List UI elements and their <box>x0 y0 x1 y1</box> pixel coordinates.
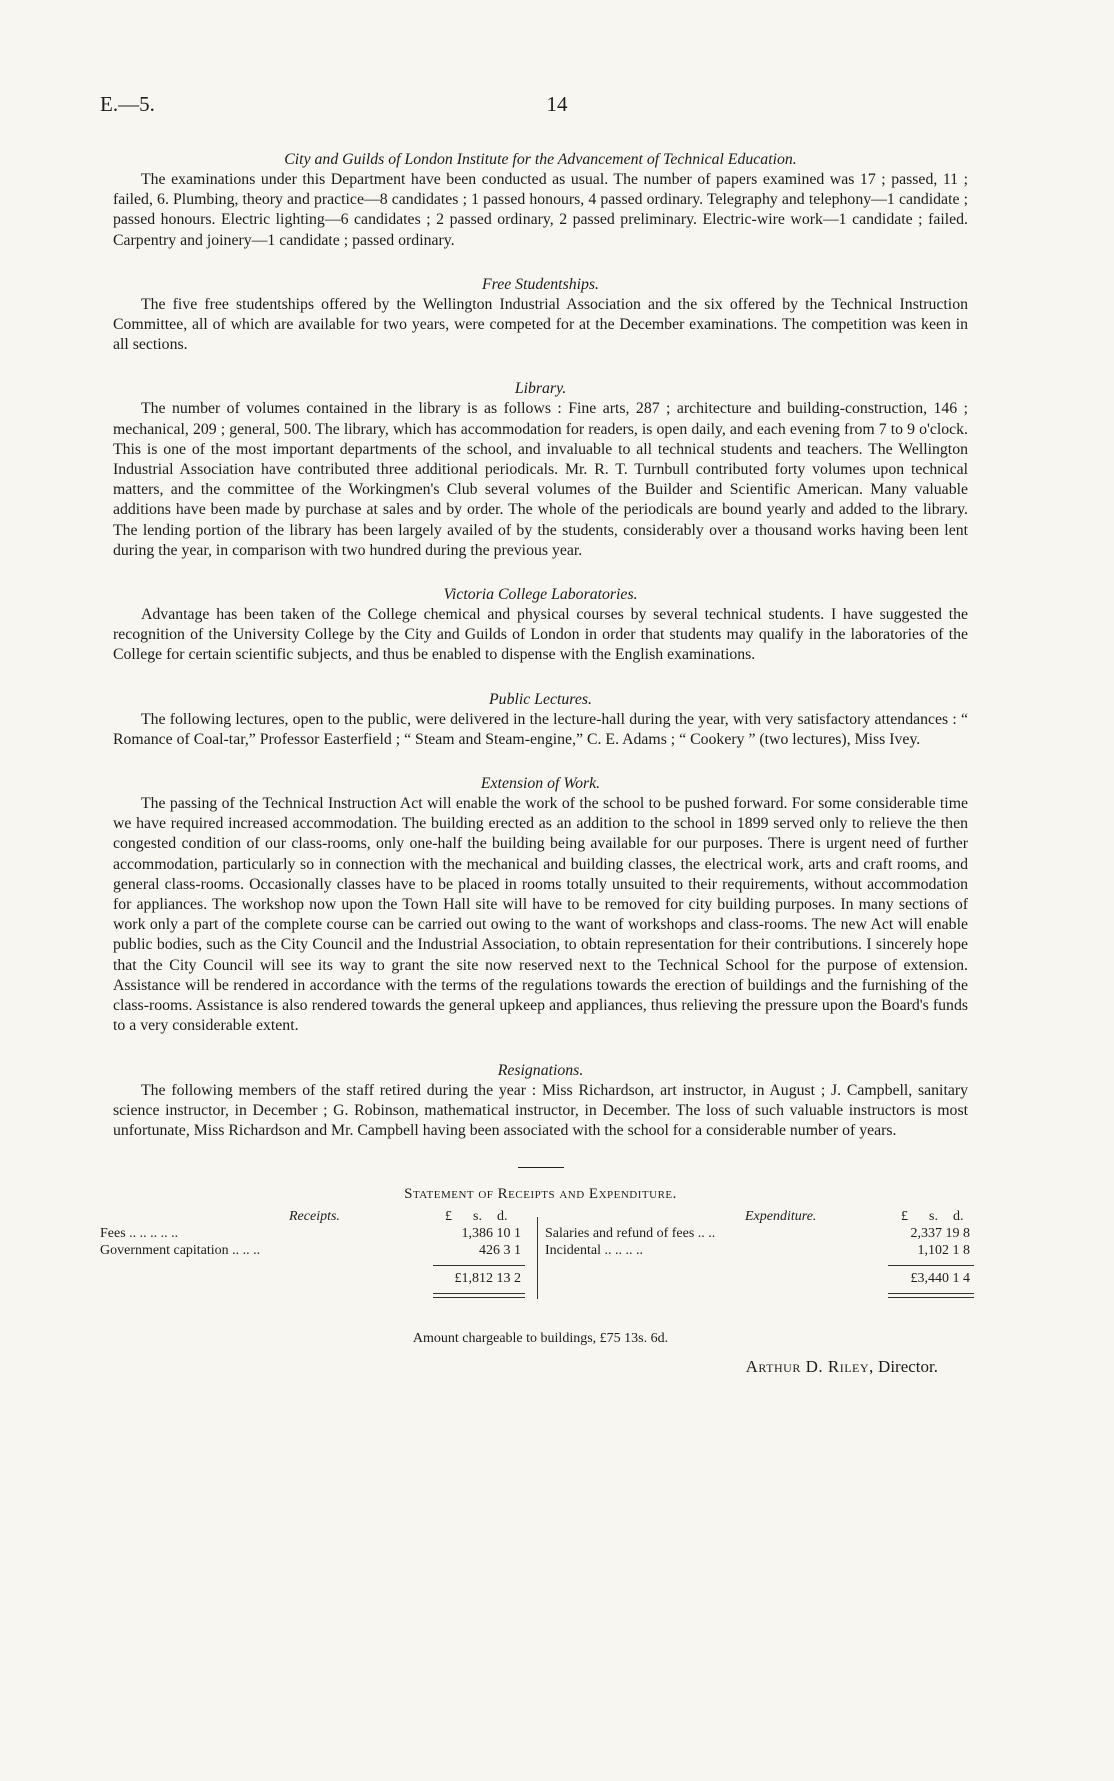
section-paragraph: The five free studentships offered by the Wellington Industrial Association and the six offered by the Technical Instruction Committee, all of which are available for two years, were competed for at the December examinations. The competition was keen in all sections. <box>113 295 968 354</box>
expenditure-heading: Expenditure. <box>745 1209 817 1225</box>
expenditure-total-underline <box>888 1293 974 1298</box>
receipts-heading: Receipts. <box>289 1209 340 1225</box>
section-victoria-college <box>113 585 968 666</box>
receipt-row-amount: 1,386 10 1 <box>461 1226 521 1242</box>
page-number: 14 <box>546 92 568 116</box>
expenditure-sum-line <box>888 1265 974 1266</box>
expenditure-row-label: Incidental .. .. .. .. <box>545 1243 643 1259</box>
section-library <box>113 379 968 561</box>
receipt-row-label: Government capitation .. .. .. <box>100 1243 261 1259</box>
section-heading: Victoria College Laboratories. <box>443 586 638 604</box>
section-paragraph: The following lectures, open to the public, were delivered in the lecture-hall during the year, with very satisfactory attendances : “ Romance of Coal-tar,” Professor Easterfield ; “ Steam and Steam-engine,” C. E. Adams ; “ Cookery ” (two lectures), Miss Ivey. <box>113 710 968 748</box>
pounds-head: £ <box>445 1209 452 1225</box>
document-body <box>100 150 970 1377</box>
section-resignations <box>113 1061 968 1142</box>
pence-head: d. <box>497 1209 508 1225</box>
receipt-row-label: Fees .. .. .. .. .. <box>100 1226 179 1242</box>
signature-block <box>113 1357 968 1377</box>
amount-chargeable: Amount chargeable to buildings, £75 13s. 6d. <box>412 1331 669 1347</box>
section-public-lectures <box>113 690 968 750</box>
section-paragraph: The passing of the Technical Instruction Act will enable the work of the school to be pushed forward. For some considerable time we have required increased accommodation. The building erected as an addition to the school in 1899 served only to relieve the then congested condition of our class-rooms, only one-half the building being available for our purposes. There is urgent need of further accommodation, particularly so in connection with the mechanical and building classes, the electrical work, arts and craft rooms, and general class-rooms. Occasionally classes have to be placed in rooms totally unsuited to their requirements, without accommodation for appliances. The workshop now upon the Town Hall site will have to be removed for city building purposes. In many sections of work only a part of the complete course can be carried out owing to the want of workshops and class-rooms. The new Act will enable public bodies, such as the City Council and the Industrial Association, to obtain representation for their contributions. I sincerely hope that the City Council will see its way to grant the site now reserved next to the Technical School for the purpose of extension. Assistance will be rendered in accordance with the terms of the regulations towards the erection of buildings and the furnishing of the class-rooms. Assistance is also rendered towards the general upkeep and appliances, thus relieving the pressure upon the Board's funds to a very considerable extent. <box>113 795 968 1035</box>
statement-title: Statement of Receipts and Expenditure. <box>404 1186 677 1203</box>
shillings-head: s. <box>929 1209 938 1225</box>
expenditure-total: £3,440 1 4 <box>910 1271 970 1287</box>
page-header <box>100 92 1014 122</box>
section-extension-of-work <box>113 774 968 1036</box>
section-paragraph: The examinations under this Department have been conducted as usual. The number of papers examined was 17 ; passed, 11 ; failed, 6. Plumbing, theory and practice—8 candidates ; 1 passed honours, 4 passed ordinary. Telegraphy and telephony—1 candidate ; passed honours. Electric lighting—6 candidates ; 2 passed ordinary, 2 passed preliminary. Electric-wire work—1 candidate ; failed. Carpentry and joinery—1 candidate ; passed ordinary. <box>113 171 968 249</box>
statement-table <box>100 1209 970 1327</box>
section-heading: Public Lectures. <box>489 690 592 708</box>
shillings-head: s. <box>473 1209 482 1225</box>
pounds-head: £ <box>901 1209 908 1225</box>
receipts-sum-line <box>433 1265 525 1266</box>
expenditure-row-amount: 2,337 19 8 <box>910 1226 970 1242</box>
section-free-studentships <box>113 275 968 356</box>
section-heading: City and Guilds of London Institute for the Advancement of Technical Education. <box>284 151 797 168</box>
section-heading: Extension of Work. <box>480 775 601 793</box>
section-heading: Free Studentships. <box>482 275 599 293</box>
section-heading: Resignations. <box>497 1061 584 1079</box>
expenditure-row-label: Salaries and refund of fees .. .. <box>545 1226 716 1242</box>
signatory-name: Arthur D. Riley, <box>745 1357 874 1377</box>
document-code: E.—5. <box>100 92 155 116</box>
expenditure-row-amount: 1,102 1 8 <box>917 1243 970 1259</box>
signatory-title: Director. <box>878 1357 938 1377</box>
column-divider <box>537 1217 538 1299</box>
section-paragraph: Advantage has been taken of the College chemical and physical courses by several technical students. I have suggested the recognition of the University College by the City and Guilds of London in order that students may qualify in the laboratories of the College for certain scientific subjects, and thus be enabled to dispense with the English examinations. <box>113 606 968 664</box>
receipts-total-underline <box>433 1293 525 1298</box>
section-heading: Library. <box>514 380 567 398</box>
receipt-row-amount: 426 3 1 <box>479 1243 521 1259</box>
section-paragraph: The following members of the staff retired during the year : Miss Richardson, art instructor, in August ; J. Campbell, sanitary science instructor, in December ; G. Robinson, mathematical instructor, in December. The loss of such valuable instructors is most unfortunate, Miss Richardson and Mr. Campbell having been associated with the school for a considerable number of years. <box>113 1081 968 1139</box>
pence-head: d. <box>953 1209 964 1225</box>
section-city-guilds <box>113 150 968 251</box>
receipts-total: £1,812 13 2 <box>454 1271 521 1287</box>
section-divider <box>518 1167 564 1168</box>
section-paragraph: The number of volumes contained in the library is as follows : Fine arts, 287 ; architecture and building-construction, 146 ; mechanical, 209 ; general, 500. The library, which has accommodation for readers, is open daily, and each evening from 7 to 9 o'clock. This is one of the most important departments of the school, and invaluable to all technical students and teachers. The Wellington Industrial Association have contributed three additional periodicals. Mr. R. T. Turnbull contributed forty volumes upon technical matters, and the committee of the Workingmen's Club several volumes of the Builder and Scientific American. Many valuable additions have been made by purchase at sales and by order. The whole of the periodicals are bound yearly and added to the library. The lending portion of the library has been largely availed of by the students, considerably over a thousand works having been lent during the year, in comparison with two hundred during the previous year. <box>113 400 968 559</box>
